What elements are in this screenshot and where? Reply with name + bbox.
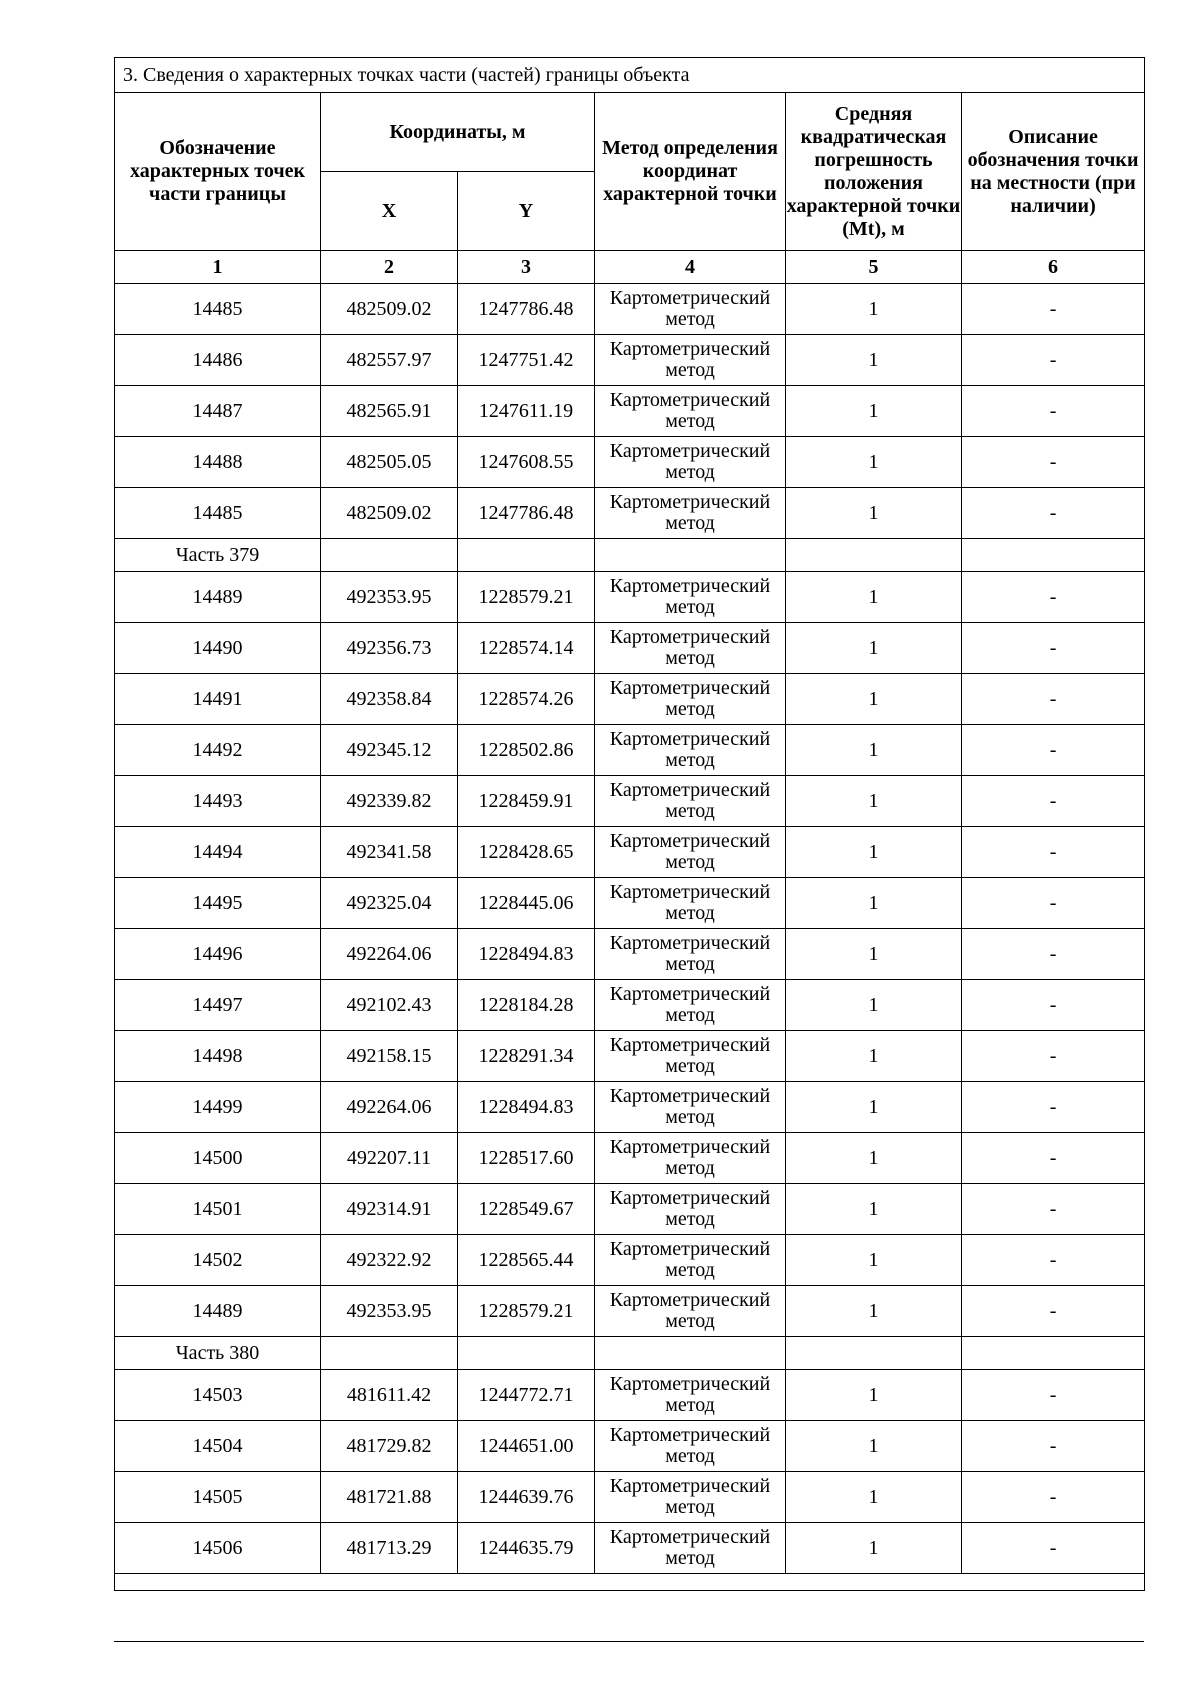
y-coordinate-cell: 1244651.00 [458, 1421, 595, 1472]
part-label: Часть 379 [115, 539, 321, 572]
x-coordinate-cell: 492341.58 [321, 827, 458, 878]
method-cell: Картометрический метод [595, 488, 786, 539]
method-cell: Картометрический метод [595, 1133, 786, 1184]
table-row [115, 1370, 1145, 1421]
description-cell: - [962, 1523, 1145, 1574]
y-coordinate-cell: 1247608.55 [458, 437, 595, 488]
method-cell: Картометрический метод [595, 1235, 786, 1286]
column-number: 6 [962, 251, 1145, 284]
empty-cell [321, 539, 458, 572]
description-cell: - [962, 1421, 1145, 1472]
x-coordinate-cell: 481611.42 [321, 1370, 458, 1421]
method-cell: Картометрический метод [595, 1370, 786, 1421]
y-coordinate-cell: 1244635.79 [458, 1523, 595, 1574]
description-cell: - [962, 725, 1145, 776]
point-id-cell: 14497 [115, 980, 321, 1031]
description-cell: - [962, 335, 1145, 386]
y-coordinate-cell: 1244772.71 [458, 1370, 595, 1421]
header-x: X [321, 172, 458, 251]
error-cell: 1 [786, 335, 962, 386]
x-coordinate-cell: 492207.11 [321, 1133, 458, 1184]
table-row [115, 1082, 1145, 1133]
error-cell: 1 [786, 1082, 962, 1133]
error-cell: 1 [786, 929, 962, 980]
point-id-cell: 14487 [115, 386, 321, 437]
x-coordinate-cell: 481729.82 [321, 1421, 458, 1472]
point-id-cell: 14489 [115, 1286, 321, 1337]
error-cell: 1 [786, 1472, 962, 1523]
x-coordinate-cell: 492325.04 [321, 878, 458, 929]
x-coordinate-cell: 492356.73 [321, 623, 458, 674]
error-cell: 1 [786, 1370, 962, 1421]
description-cell: - [962, 1370, 1145, 1421]
point-id-cell: 14486 [115, 335, 321, 386]
error-cell: 1 [786, 623, 962, 674]
method-cell: Картометрический метод [595, 725, 786, 776]
method-cell: Картометрический метод [595, 437, 786, 488]
method-cell: Картометрический метод [595, 1082, 786, 1133]
point-id-cell: 14499 [115, 1082, 321, 1133]
error-cell: 1 [786, 386, 962, 437]
method-cell: Картометрический метод [595, 1523, 786, 1574]
column-number-row [115, 251, 1145, 284]
point-id-cell: 14500 [115, 1133, 321, 1184]
method-cell: Картометрический метод [595, 572, 786, 623]
header-coordinates: Координаты, м [321, 93, 595, 172]
description-cell: - [962, 437, 1145, 488]
y-coordinate-cell: 1228494.83 [458, 1082, 595, 1133]
x-coordinate-cell: 492358.84 [321, 674, 458, 725]
boundary-points-table [114, 57, 1145, 1591]
y-coordinate-cell: 1228549.67 [458, 1184, 595, 1235]
table-row [115, 1286, 1145, 1337]
error-cell: 1 [786, 1421, 962, 1472]
y-coordinate-cell: 1244639.76 [458, 1472, 595, 1523]
table-row [115, 827, 1145, 878]
point-id-cell: 14506 [115, 1523, 321, 1574]
x-coordinate-cell: 492264.06 [321, 1082, 458, 1133]
x-coordinate-cell: 482557.97 [321, 335, 458, 386]
method-cell: Картометрический метод [595, 878, 786, 929]
description-cell: - [962, 827, 1145, 878]
method-cell: Картометрический метод [595, 1421, 786, 1472]
error-cell: 1 [786, 827, 962, 878]
table-row [115, 878, 1145, 929]
y-coordinate-cell: 1228517.60 [458, 1133, 595, 1184]
x-coordinate-cell: 492353.95 [321, 1286, 458, 1337]
table-row [115, 437, 1145, 488]
error-cell: 1 [786, 1286, 962, 1337]
error-cell: 1 [786, 1235, 962, 1286]
y-coordinate-cell: 1228579.21 [458, 572, 595, 623]
method-cell: Картометрический метод [595, 284, 786, 335]
table-row [115, 1133, 1145, 1184]
description-cell: - [962, 980, 1145, 1031]
description-cell: - [962, 776, 1145, 827]
table-row [115, 1235, 1145, 1286]
table-row [115, 488, 1145, 539]
empty-cell [115, 1574, 1145, 1591]
empty-cell [595, 1337, 786, 1370]
table-row [115, 623, 1145, 674]
method-cell: Картометрический метод [595, 1472, 786, 1523]
description-cell: - [962, 1286, 1145, 1337]
table-row [115, 1472, 1145, 1523]
table-row [115, 929, 1145, 980]
error-cell: 1 [786, 878, 962, 929]
description-cell: - [962, 929, 1145, 980]
error-cell: 1 [786, 1184, 962, 1235]
table-row [115, 386, 1145, 437]
description-cell: - [962, 1472, 1145, 1523]
y-coordinate-cell: 1228574.14 [458, 623, 595, 674]
header-y: Y [458, 172, 595, 251]
error-cell: 1 [786, 1031, 962, 1082]
point-id-cell: 14504 [115, 1421, 321, 1472]
table-row [115, 674, 1145, 725]
error-cell: 1 [786, 674, 962, 725]
empty-cell [962, 539, 1145, 572]
description-cell: - [962, 572, 1145, 623]
description-cell: - [962, 1235, 1145, 1286]
y-coordinate-cell: 1228502.86 [458, 725, 595, 776]
point-id-cell: 14492 [115, 725, 321, 776]
error-cell: 1 [786, 572, 962, 623]
point-id-cell: 14502 [115, 1235, 321, 1286]
point-id-cell: 14493 [115, 776, 321, 827]
column-number: 4 [595, 251, 786, 284]
point-id-cell: 14491 [115, 674, 321, 725]
y-coordinate-cell: 1247751.42 [458, 335, 595, 386]
column-number: 2 [321, 251, 458, 284]
table-row [115, 725, 1145, 776]
x-coordinate-cell: 482509.02 [321, 284, 458, 335]
x-coordinate-cell: 492339.82 [321, 776, 458, 827]
point-id-cell: 14495 [115, 878, 321, 929]
description-cell: - [962, 1031, 1145, 1082]
table-row [115, 1184, 1145, 1235]
trailing-empty-row [115, 1574, 1145, 1591]
table-row [115, 335, 1145, 386]
header-description: Описание обозначения точки на местности (при наличии) [962, 93, 1145, 251]
method-cell: Картометрический метод [595, 929, 786, 980]
x-coordinate-cell: 482565.91 [321, 386, 458, 437]
table-row [115, 1031, 1145, 1082]
y-coordinate-cell: 1228184.28 [458, 980, 595, 1031]
x-coordinate-cell: 492264.06 [321, 929, 458, 980]
x-coordinate-cell: 492158.15 [321, 1031, 458, 1082]
y-coordinate-cell: 1228445.06 [458, 878, 595, 929]
column-number: 3 [458, 251, 595, 284]
empty-cell [321, 1337, 458, 1370]
column-number: 5 [786, 251, 962, 284]
y-coordinate-cell: 1228574.26 [458, 674, 595, 725]
description-cell: - [962, 623, 1145, 674]
table-row [115, 776, 1145, 827]
table-title-row [115, 58, 1145, 93]
empty-cell [595, 539, 786, 572]
point-id-cell: 14488 [115, 437, 321, 488]
x-coordinate-cell: 492314.91 [321, 1184, 458, 1235]
point-id-cell: 14489 [115, 572, 321, 623]
error-cell: 1 [786, 437, 962, 488]
x-coordinate-cell: 492353.95 [321, 572, 458, 623]
point-id-cell: 14494 [115, 827, 321, 878]
y-coordinate-cell: 1247611.19 [458, 386, 595, 437]
point-id-cell: 14503 [115, 1370, 321, 1421]
y-coordinate-cell: 1247786.48 [458, 488, 595, 539]
point-id-cell: 14485 [115, 284, 321, 335]
description-cell: - [962, 1133, 1145, 1184]
method-cell: Картометрический метод [595, 623, 786, 674]
description-cell: - [962, 488, 1145, 539]
part-header-row [115, 539, 1145, 572]
error-cell: 1 [786, 980, 962, 1031]
table-row [115, 980, 1145, 1031]
header-method: Метод определения координат характерной точки [595, 93, 786, 251]
method-cell: Картометрический метод [595, 980, 786, 1031]
header-designation: Обозначение характерных точек части границы [115, 93, 321, 251]
error-cell: 1 [786, 1523, 962, 1574]
x-coordinate-cell: 481713.29 [321, 1523, 458, 1574]
point-id-cell: 14505 [115, 1472, 321, 1523]
method-cell: Картометрический метод [595, 827, 786, 878]
x-coordinate-cell: 492102.43 [321, 980, 458, 1031]
y-coordinate-cell: 1228428.65 [458, 827, 595, 878]
table-title: 3. Сведения о характерных точках части (частей) границы объекта [115, 58, 1145, 93]
x-coordinate-cell: 492345.12 [321, 725, 458, 776]
point-id-cell: 14496 [115, 929, 321, 980]
x-coordinate-cell: 482509.02 [321, 488, 458, 539]
empty-cell [962, 1337, 1145, 1370]
method-cell: Картометрический метод [595, 776, 786, 827]
method-cell: Картометрический метод [595, 1286, 786, 1337]
point-id-cell: 14498 [115, 1031, 321, 1082]
y-coordinate-cell: 1228579.21 [458, 1286, 595, 1337]
y-coordinate-cell: 1247786.48 [458, 284, 595, 335]
description-cell: - [962, 284, 1145, 335]
header-row-top [115, 93, 1145, 172]
error-cell: 1 [786, 488, 962, 539]
description-cell: - [962, 674, 1145, 725]
part-label: Часть 380 [115, 1337, 321, 1370]
header-error: Средняя квадратическая погрешность положения характерной точки (Mt), м [786, 93, 962, 251]
table-row [115, 572, 1145, 623]
method-cell: Картометрический метод [595, 386, 786, 437]
error-cell: 1 [786, 1133, 962, 1184]
description-cell: - [962, 1184, 1145, 1235]
method-cell: Картометрический метод [595, 335, 786, 386]
table-row [115, 1421, 1145, 1472]
method-cell: Картометрический метод [595, 1031, 786, 1082]
empty-cell [786, 1337, 962, 1370]
error-cell: 1 [786, 725, 962, 776]
method-cell: Картометрический метод [595, 674, 786, 725]
point-id-cell: 14485 [115, 488, 321, 539]
y-coordinate-cell: 1228494.83 [458, 929, 595, 980]
empty-cell [786, 539, 962, 572]
y-coordinate-cell: 1228565.44 [458, 1235, 595, 1286]
point-id-cell: 14501 [115, 1184, 321, 1235]
y-coordinate-cell: 1228459.91 [458, 776, 595, 827]
description-cell: - [962, 386, 1145, 437]
description-cell: - [962, 1082, 1145, 1133]
error-cell: 1 [786, 284, 962, 335]
empty-cell [458, 1337, 595, 1370]
column-number: 1 [115, 251, 321, 284]
x-coordinate-cell: 492322.92 [321, 1235, 458, 1286]
empty-cell [458, 539, 595, 572]
x-coordinate-cell: 481721.88 [321, 1472, 458, 1523]
point-id-cell: 14490 [115, 623, 321, 674]
description-cell: - [962, 878, 1145, 929]
x-coordinate-cell: 482505.05 [321, 437, 458, 488]
error-cell: 1 [786, 776, 962, 827]
footer-divider [114, 1641, 1144, 1642]
table-row [115, 1523, 1145, 1574]
method-cell: Картометрический метод [595, 1184, 786, 1235]
part-header-row [115, 1337, 1145, 1370]
table-row [115, 284, 1145, 335]
y-coordinate-cell: 1228291.34 [458, 1031, 595, 1082]
